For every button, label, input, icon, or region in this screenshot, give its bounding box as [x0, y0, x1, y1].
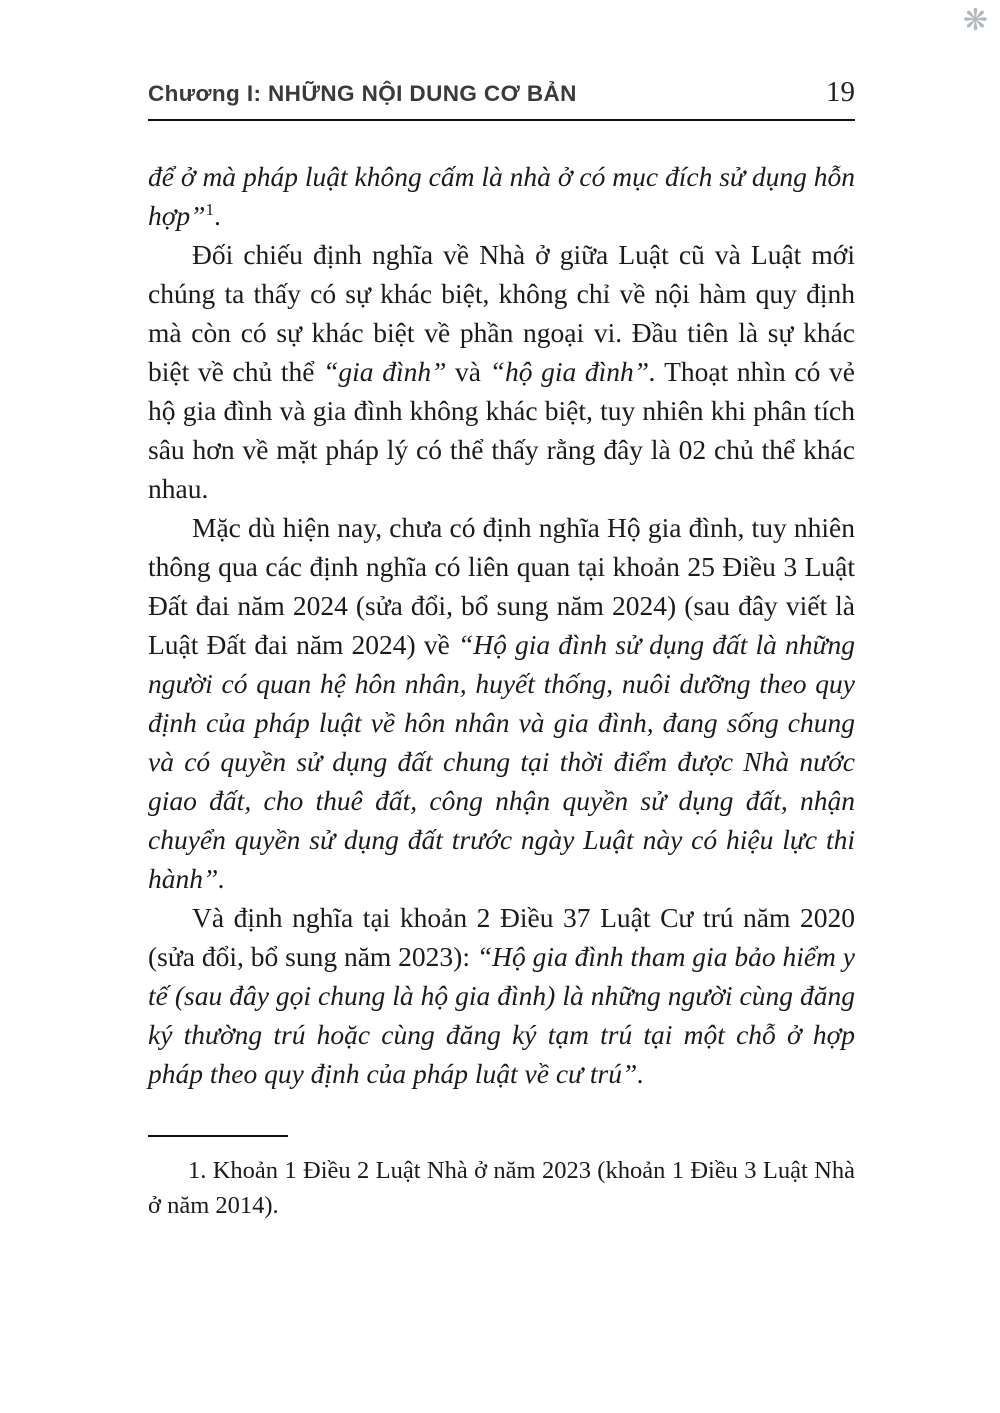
text-run: “Hộ gia đình tham gia bảo hiểm y tế (sau đây gọi chung là hộ gia đình) là những người cùng đăng ký thường trú hoặc cùng đăng ký tạm trú tại một chỗ ở hợp pháp theo quy định của pháp luật về cư trú”.: [148, 941, 855, 1089]
text-run: “hộ gia đình”.: [489, 356, 656, 387]
text-run: .: [214, 200, 221, 231]
body-text: [148, 157, 855, 1093]
text-run: “gia đình”: [323, 356, 447, 387]
paragraph: [148, 898, 855, 1093]
footnote: 1. Khoản 1 Điều 2 Luật Nhà ở năm 2023 (khoản 1 Điều 3 Luật Nhà ở năm 2014).: [148, 1157, 855, 1219]
text-run: Và định nghĩa tại khoản 2 Điều 37 Luật Cư trú năm 2020 (sửa đổi, bổ sung năm 2023):: [148, 902, 855, 972]
header-rule: [148, 119, 855, 121]
paragraph: [148, 235, 855, 508]
text-run: Thoạt nhìn có vẻ hộ gia đình và gia đình không khác biệt, tuy nhiên khi phân tích sâu hơn về mặt pháp lý có thể thấy rằng đây là 02 chủ thể khác nhau.: [148, 356, 856, 504]
text-run: “Hộ gia đình sử dụng đất là những người có quan hệ hôn nhân, huyết thống, nuôi dưỡng theo quy định của pháp luật về hôn nhân và gia đình, đang sống chung và có quyền sử dụng đất chung tại thời điểm được Nhà nước giao đất, cho thuê đất, công nhận quyền sử dụng đất, nhận chuyển quyền sử dụng đất trước ngày Luật này có hiệu lực thi hành”.: [148, 629, 856, 894]
text-run: và: [446, 356, 490, 387]
text-run: Đối chiếu định nghĩa về Nhà ở giữa Luật cũ và Luật mới chúng ta thấy có sự khác biệt, không chỉ về nội hàm quy định mà còn có sự khác biệt về phần ngoại vi. Đầu tiên là sự khác biệt về chủ thể: [148, 239, 855, 387]
page-header: [148, 76, 855, 109]
page-number: 19: [826, 76, 855, 108]
footnote-reference: 1: [205, 199, 214, 219]
paragraph: [148, 508, 855, 898]
flower-icon: ❋: [962, 4, 988, 37]
chapter-title: Chương I: NHỮNG NỘI DUNG CƠ BẢN: [148, 81, 577, 106]
paragraph: [148, 157, 855, 235]
text-run: Mặc dù hiện nay, chưa có định nghĩa Hộ gia đình, tuy nhiên thông qua các định nghĩa có liên quan tại khoản 25 Điều 3 Luật Đất đai năm 2024 (sửa đổi, bổ sung năm 2024) (sau đây viết là Luật Đất đai năm 2024) về: [148, 512, 855, 660]
text-run: để ở mà pháp luật không cấm là nhà ở có mục đích sử dụng hỗn hợp”: [148, 161, 855, 231]
footnote-separator: [148, 1135, 288, 1137]
